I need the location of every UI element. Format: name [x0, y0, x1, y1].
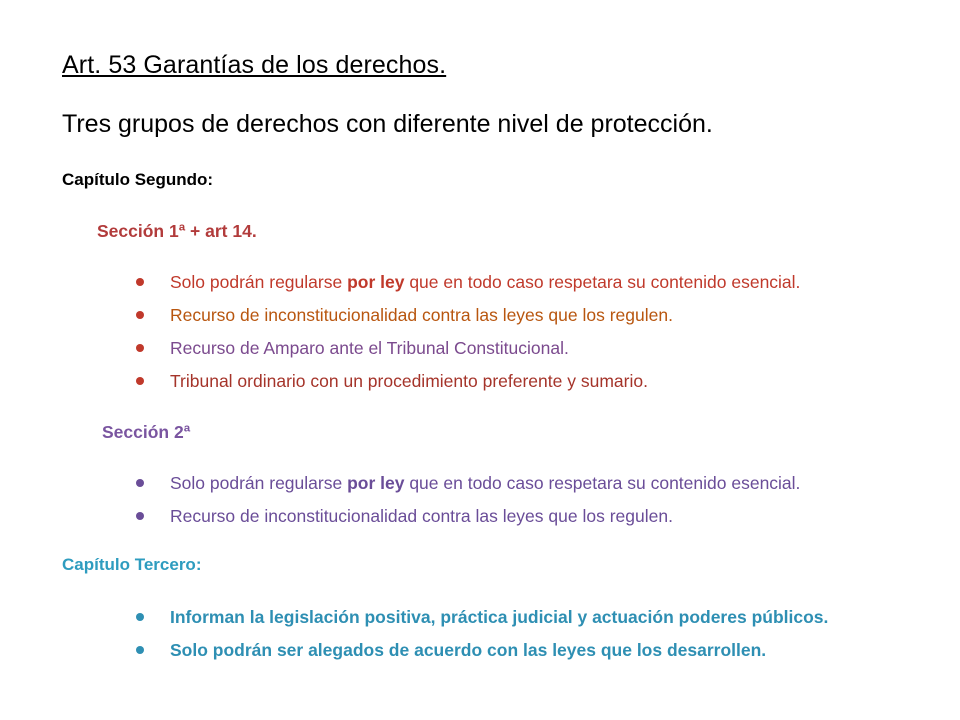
bullet-icon	[136, 377, 144, 385]
chapter-3-list	[134, 606, 828, 672]
list-item	[134, 304, 800, 337]
item-text-bold: por ley	[347, 473, 405, 493]
section-heading-1: Sección 1ª + art 14.	[97, 221, 257, 241]
item-text-post: que en todo caso respetara su contenido esencial.	[404, 272, 801, 292]
bullet-icon	[136, 278, 144, 286]
item-text-pre: Solo podrán regularse	[170, 272, 348, 292]
item-text-pre: Solo podrán regularse	[170, 473, 348, 493]
list-item	[134, 639, 828, 672]
bullet-icon	[136, 512, 144, 520]
section-2-list	[134, 472, 800, 538]
chapter-heading-tercero: Capítulo Tercero:	[62, 555, 202, 574]
list-item	[134, 606, 828, 639]
section-1-list	[134, 271, 800, 403]
list-item	[134, 505, 800, 538]
bullet-icon	[136, 344, 144, 352]
item-text: Informan la legislación positiva, práctica judicial y actuación poderes públicos.	[170, 607, 829, 627]
item-text: Recurso de inconstitucionalidad contra las leyes que los regulen.	[170, 506, 673, 526]
item-text-bold: por ley	[347, 272, 405, 292]
item-text-post: que en todo caso respetara su contenido esencial.	[404, 473, 801, 493]
bullet-icon	[136, 311, 144, 319]
document-subtitle: Tres grupos de derechos con diferente nivel de protección.	[62, 110, 713, 138]
item-text: Solo podrán ser alegados de acuerdo con las leyes que los desarrollen.	[170, 640, 767, 660]
list-item	[134, 337, 800, 370]
item-text: Recurso de inconstitucionalidad contra las leyes que los regulen.	[170, 305, 673, 325]
list-item	[134, 271, 800, 304]
bullet-icon	[136, 646, 144, 654]
item-text: Tribunal ordinario con un procedimiento preferente y sumario.	[170, 371, 648, 391]
bullet-icon	[136, 479, 144, 487]
section-heading-2: Sección 2ª	[102, 422, 191, 442]
item-text: Recurso de Amparo ante el Tribunal Constitucional.	[170, 338, 569, 358]
list-item	[134, 472, 800, 505]
chapter-heading-segundo: Capítulo Segundo:	[62, 170, 214, 189]
document-title: Art. 53 Garantías de los derechos.	[62, 51, 447, 79]
list-item	[134, 370, 800, 403]
bullet-icon	[136, 613, 144, 621]
